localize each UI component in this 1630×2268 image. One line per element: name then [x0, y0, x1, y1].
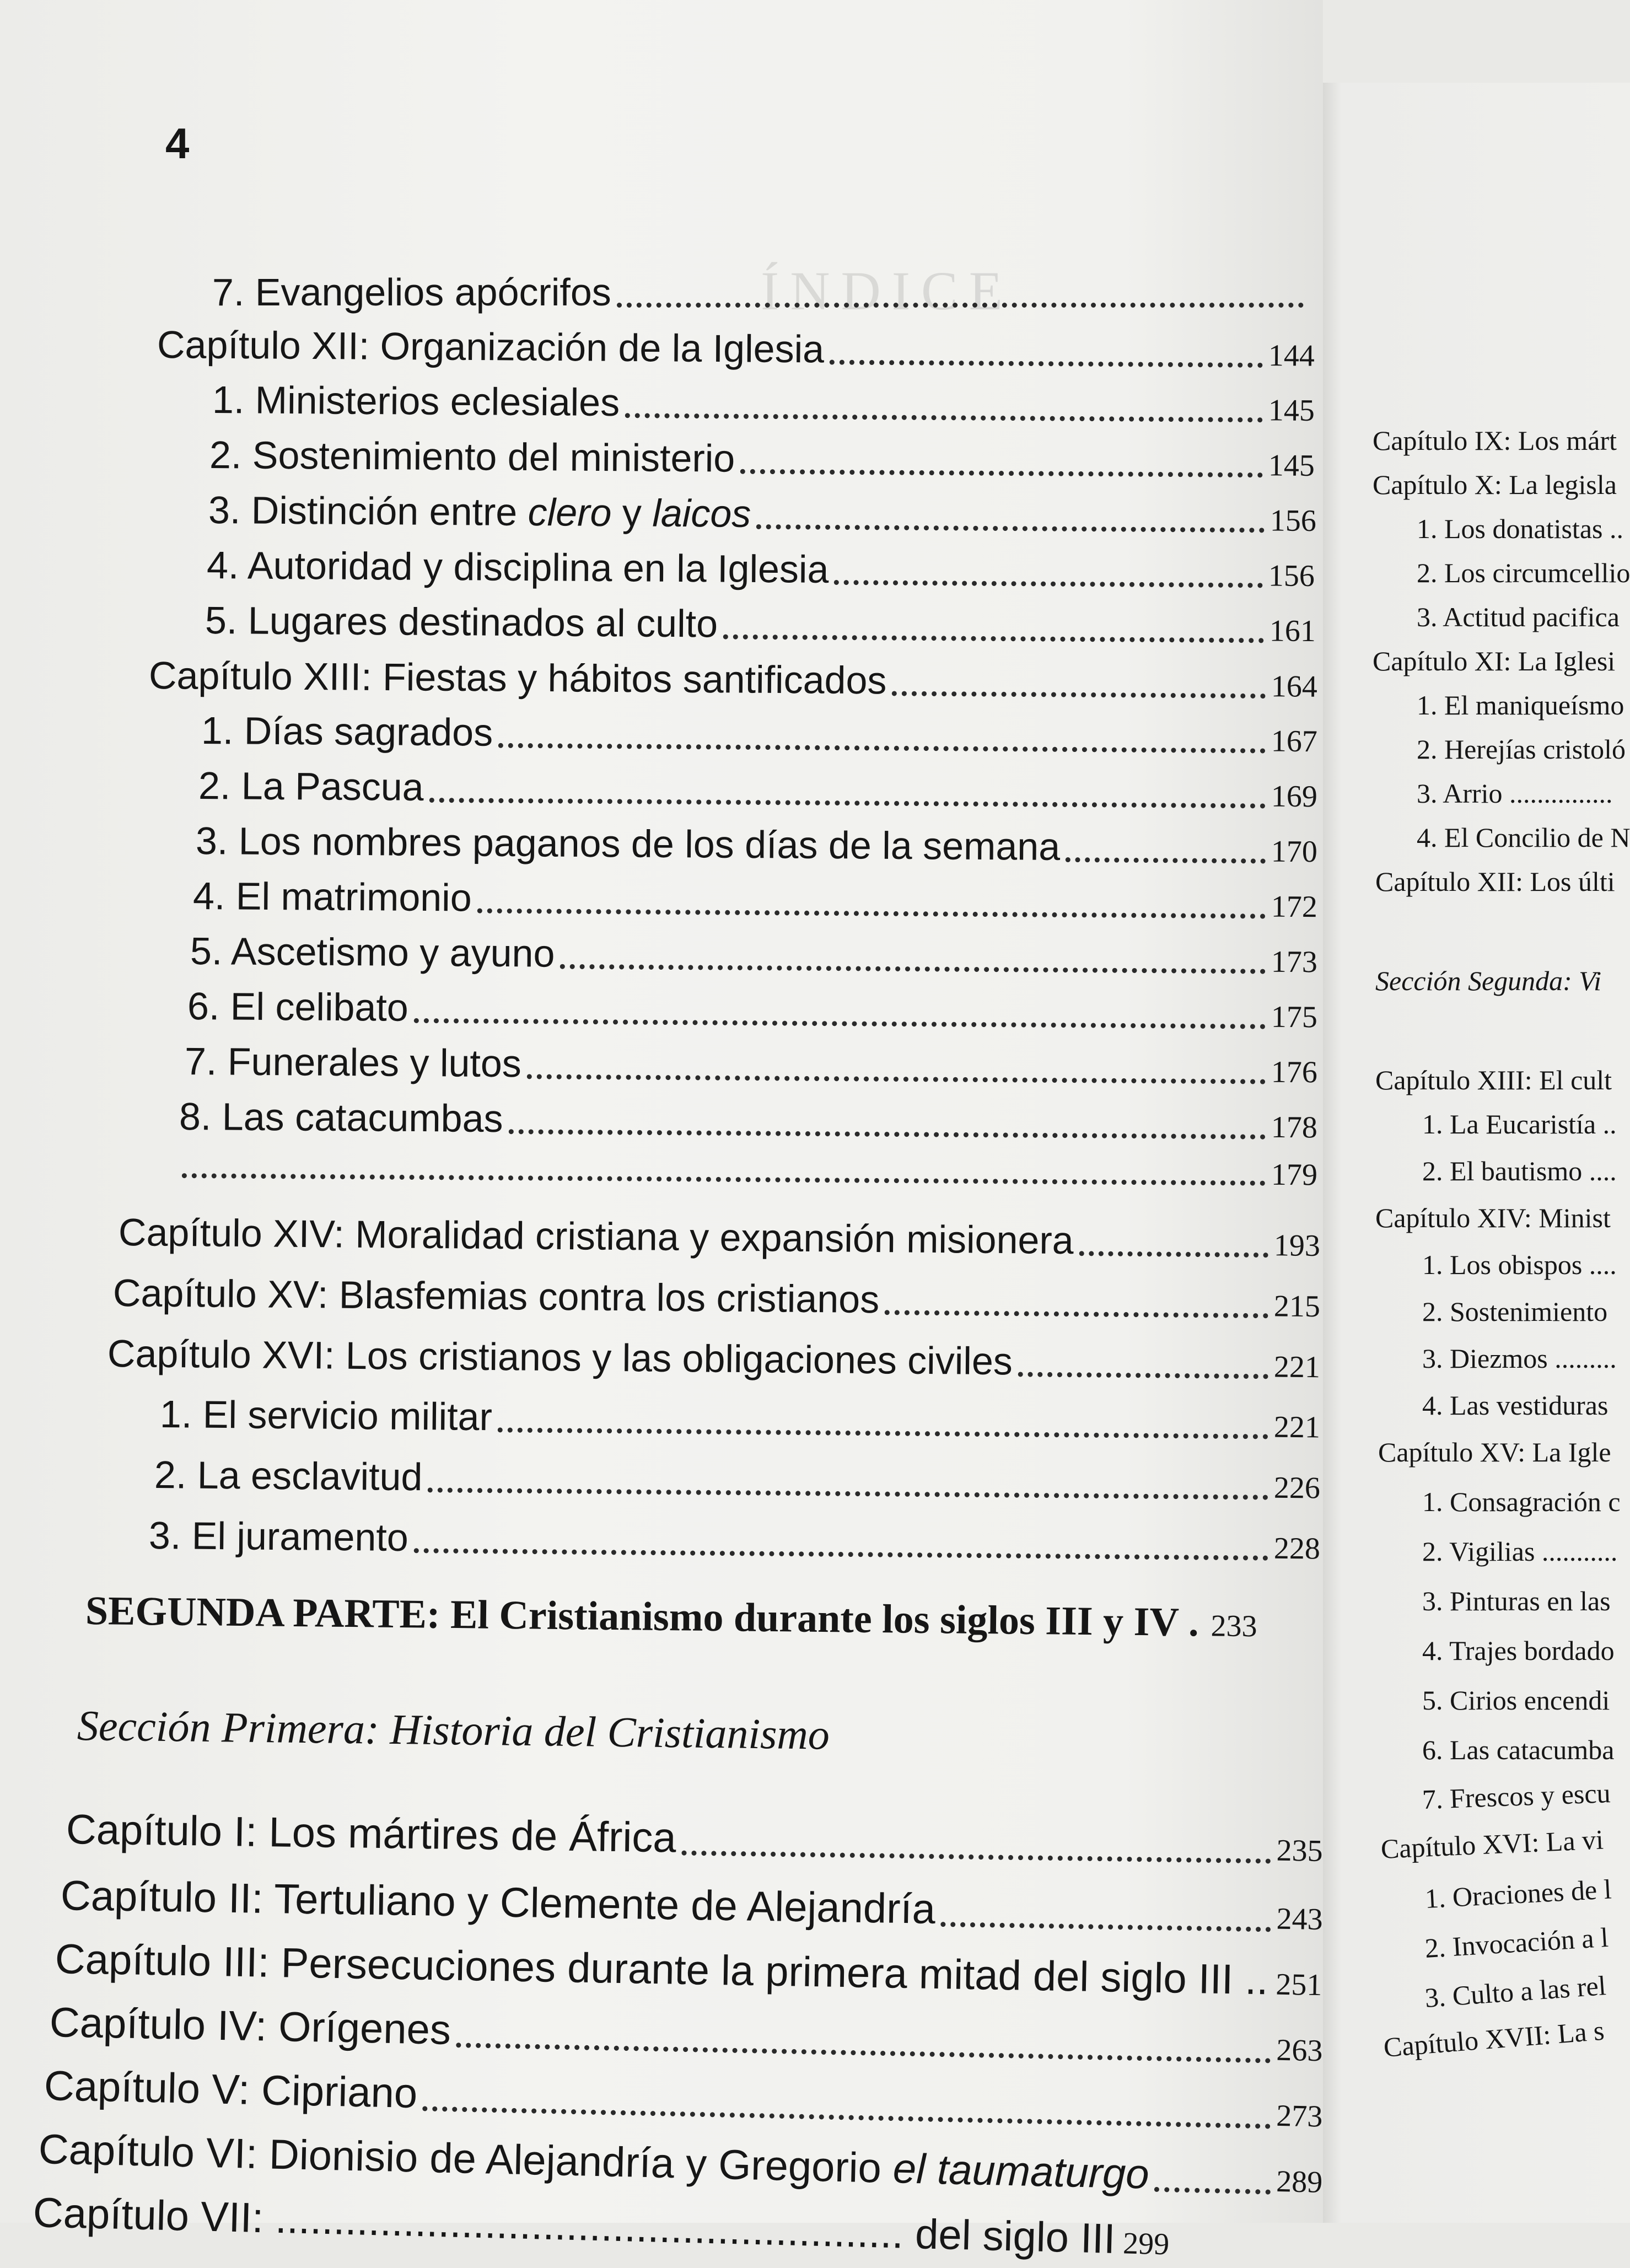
toc-line: 5. Cirios encendi	[1422, 1685, 1610, 1716]
toc-entry-page: 221	[1273, 1350, 1321, 1385]
toc-line: 2. Invocación a l	[1424, 1921, 1610, 1964]
toc-chapter	[119, 1210, 1321, 1265]
toc-chapter	[60, 1872, 1323, 1939]
leader-dots	[1018, 1372, 1268, 1379]
toc-entry-text: Capítulo VII: ...................................................... del siglo III	[32, 2189, 1116, 2262]
leader-dots	[423, 2106, 1271, 2129]
toc-chapter	[55, 1935, 1323, 2005]
toc-entry-page: 170	[1271, 834, 1318, 869]
toc-chapter	[33, 2189, 1323, 2268]
toc-chapter	[44, 2062, 1323, 2137]
toc-entry	[205, 598, 1316, 650]
leader-dots	[740, 469, 1263, 478]
toc-entry	[209, 433, 1315, 485]
toc-entry-text: Capítulo XII: Organización de la Iglesia	[157, 323, 825, 371]
toc-line: Capítulo XI: La Iglesi	[1373, 646, 1616, 676]
toc-entry-text: 3. El juramento	[148, 1514, 409, 1560]
page-number: 4	[165, 119, 190, 168]
leader-dots	[498, 743, 1266, 754]
toc-line: 4. El Concilio de N	[1417, 822, 1630, 853]
toc-entry	[196, 819, 1318, 870]
toc-entry	[149, 1513, 1321, 1568]
toc-entry-page: 172	[1271, 889, 1318, 925]
part-heading	[85, 1588, 1257, 1647]
toc-entry-page: 221	[1273, 1410, 1321, 1445]
leader-dots	[1066, 857, 1266, 864]
toc-line: 4. Las vestiduras	[1422, 1390, 1609, 1421]
toc-entry-text: Capítulo III: Persecuciones durante la primera mitad del siglo III ..	[55, 1936, 1269, 2004]
toc-line: 6. Las catacumba	[1422, 1734, 1615, 1765]
toc-text-part: y	[611, 491, 653, 535]
toc-entry-page: 299	[1122, 2226, 1170, 2262]
leader-dots	[560, 964, 1266, 974]
leader-dots	[885, 1310, 1268, 1318]
toc-entry-text: 1. El servicio militar	[159, 1393, 493, 1439]
toc-entry	[198, 764, 1318, 815]
part-heading-text: SEGUNDA PARTE: El Cristianismo durante los siglos III y IV .	[85, 1588, 1199, 1646]
toc-text-italic: clero	[528, 491, 612, 535]
toc-entry	[212, 378, 1315, 429]
leader-dots	[681, 1851, 1271, 1864]
toc-line: 3. Actitud pacifica	[1417, 601, 1620, 632]
toc-entry-page: 243	[1276, 1901, 1324, 1937]
toc-entry-page: 169	[1271, 779, 1318, 814]
toc-entry-text: 1. Días sagrados	[201, 709, 493, 754]
toc-line: 1. Los donatistas ..	[1417, 513, 1623, 544]
leader-dots	[414, 1018, 1266, 1029]
toc-entry-text: 2. Sostenimiento del ministerio	[209, 433, 735, 480]
toc-line: Capítulo XII: Los últi	[1375, 866, 1615, 897]
toc-entry-page: 251	[1275, 1967, 1322, 2003]
toc-entry-text: 5. Lugares destinados al culto	[205, 599, 718, 646]
toc-entry-text	[208, 488, 751, 536]
toc-line: 2. Herejías cristoló	[1417, 734, 1626, 765]
toc-entry-page: 228	[1273, 1531, 1321, 1566]
toc-entry	[160, 1392, 1321, 1446]
toc-entry	[176, 1149, 1317, 1192]
leader-dots	[830, 360, 1263, 368]
toc-entry-text: Capítulo XVI: Los cristianos y las obligaciones civiles	[107, 1332, 1013, 1383]
toc-chapter	[157, 323, 1315, 375]
toc-line: 1. La Eucaristía ..	[1422, 1109, 1617, 1140]
toc-line: Capítulo XIII: El cult	[1375, 1065, 1612, 1095]
leader-dots	[527, 1074, 1266, 1084]
toc-entry-page: 175	[1271, 999, 1318, 1035]
toc-entry	[207, 543, 1315, 595]
section-heading: Sección Segunda: Vi	[1375, 965, 1602, 996]
toc-entry-text: 8. Las catacumbas	[179, 1095, 503, 1141]
section-heading: Sección Primera: Historia del Cristianismo	[77, 1701, 830, 1759]
toc-entry-page: 161	[1269, 614, 1316, 649]
leader-dots	[834, 580, 1263, 588]
toc-entry-page: 273	[1276, 2098, 1323, 2134]
toc-entry-text: Capítulo XIV: Moralidad cristiana y expansión misionera	[118, 1211, 1074, 1262]
toc-entry-page: 263	[1276, 2033, 1324, 2068]
toc-chapter	[107, 1331, 1321, 1386]
toc-entry	[154, 1453, 1321, 1507]
toc-entry	[187, 984, 1318, 1036]
toc-chapter	[113, 1271, 1321, 1325]
toc-entry-text: 3. Los nombres paganos de los días de la semana	[195, 819, 1061, 868]
toc-entry-page: 145	[1268, 393, 1315, 428]
toc-line: 3. Arrio ...............	[1417, 778, 1613, 809]
leader-dots	[508, 1129, 1265, 1140]
toc-entry-text: 2. La Pascua	[198, 764, 424, 809]
toc-entry-text: 2. La esclavitud	[154, 1453, 423, 1499]
leader-dots	[429, 798, 1265, 809]
toc-text-italic: laicos	[652, 491, 751, 535]
leader-dots	[498, 1427, 1268, 1439]
toc-entry-page: 173	[1271, 944, 1318, 980]
toc-entry	[212, 270, 1309, 314]
toc-text-part: 3. Distinción entre	[208, 488, 528, 534]
toc-entry-page: 179	[1271, 1157, 1318, 1192]
toc-entry-text: Capítulo II: Tertuliano y Clemente de Alejandría	[60, 1872, 936, 1933]
toc-chapter	[38, 2125, 1323, 2202]
toc-entry	[208, 488, 1317, 540]
toc-entry-page: 164	[1271, 669, 1318, 704]
toc-line: Capítulo XVI: La vi	[1380, 1824, 1604, 1864]
toc-entry-page: 215	[1273, 1289, 1321, 1324]
toc-line: 3. Pinturas en las	[1422, 1586, 1611, 1616]
toc-entry-text: 4. El matrimonio	[192, 874, 472, 920]
toc-text-part: Capítulo VI: Dionisio de Alejandría y Gregorio	[38, 2126, 894, 2192]
toc-entry-text: Capítulo I: Los mártires de África	[66, 1806, 677, 1862]
toc-line: Capítulo XV: La Igle	[1378, 1437, 1611, 1468]
toc-line: 2. El bautismo ....	[1422, 1156, 1617, 1186]
toc-line: 2. Vigilias ...........	[1422, 1536, 1618, 1567]
toc-entry-page: 178	[1271, 1110, 1318, 1145]
toc-entry	[185, 1039, 1318, 1091]
leader-dots	[477, 909, 1266, 919]
toc-entry-page: 167	[1271, 724, 1318, 759]
toc-entry-page: 289	[1276, 2164, 1323, 2200]
toc-entry-text	[38, 2125, 1150, 2199]
toc-line: Capítulo XIV: Minist	[1375, 1202, 1611, 1233]
toc-entry-text: 6. El celibato	[187, 985, 409, 1029]
leader-dots	[617, 303, 1304, 308]
toc-line: 1. Oraciones de l	[1424, 1873, 1612, 1914]
toc-entry-text: Capítulo IV: Orígenes	[49, 1999, 451, 2054]
toc-entry-page: 156	[1269, 503, 1317, 539]
leader-dots	[892, 691, 1266, 698]
toc-line: Capítulo X: La legisla	[1373, 469, 1617, 500]
leader-dots	[756, 524, 1265, 533]
toc-line: 1. El maniqueísmo	[1417, 690, 1624, 721]
toc-line: 4. Trajes bordado	[1422, 1635, 1615, 1666]
toc-entry-page: 144	[1268, 338, 1315, 373]
leader-dots	[428, 1487, 1268, 1500]
toc-line: 3. Culto a las rel	[1424, 1970, 1607, 2013]
leader-dots	[1079, 1251, 1268, 1257]
toc-entry-page: 193	[1273, 1228, 1321, 1264]
toc-entry-page: 235	[1276, 1833, 1324, 1868]
toc-chapter	[66, 1805, 1323, 1871]
leader-dots	[456, 2043, 1271, 2063]
leader-dots	[414, 1548, 1268, 1561]
part-heading-page: 233	[1211, 1609, 1257, 1644]
toc-entry-text: Capítulo XV: Blasfemias contra los cristianos	[112, 1271, 880, 1321]
bleed-through-text: ÍNDICE	[761, 260, 1014, 321]
toc-entry	[190, 929, 1318, 981]
toc-entry-text: 5. Ascetismo y ayuno	[190, 929, 555, 975]
toc-entry-text: 7. Evangelios apócrifos	[212, 271, 611, 314]
toc-entry	[179, 1094, 1318, 1146]
toc-chapter	[149, 653, 1318, 706]
toc-line: 3. Diezmos .........	[1422, 1343, 1617, 1374]
toc-entry-text: Capítulo XIII: Fiestas y hábitos santificados	[148, 654, 887, 702]
right-page	[1323, 83, 1630, 2223]
leader-dots	[182, 1173, 1266, 1186]
toc-entry-text: Capítulo V: Cipriano	[44, 2062, 418, 2117]
toc-entry-page: 156	[1268, 558, 1315, 594]
toc-line: 7. Frescos y escu	[1422, 1777, 1611, 1815]
toc-entry-text: 7. Funerales y lutos	[184, 1040, 522, 1085]
toc-entry	[193, 874, 1318, 926]
leader-dots	[625, 413, 1263, 422]
toc-entry	[201, 708, 1318, 760]
toc-line: 1. Consagración c	[1422, 1486, 1621, 1517]
toc-line: 1. Los obispos ....	[1422, 1249, 1617, 1280]
toc-entry-page: 226	[1273, 1470, 1321, 1506]
toc-entry-page: 145	[1268, 448, 1315, 483]
toc-entry-page: 176	[1271, 1055, 1318, 1090]
toc-line: 2. Los circumcellio	[1417, 557, 1630, 588]
toc-entry-text: 1. Ministerios eclesiales	[212, 378, 620, 424]
toc-line: Capítulo XVII: La s	[1382, 2014, 1606, 2063]
leader-dots	[940, 1922, 1271, 1932]
toc-line: 2. Sostenimiento	[1422, 1296, 1608, 1327]
leader-dots	[1154, 2187, 1271, 2195]
toc-chapter	[49, 1998, 1323, 2071]
leader-dots	[723, 635, 1264, 643]
toc-text-italic: el taumaturgo	[892, 2145, 1150, 2198]
toc-line: Capítulo IX: Los márt	[1373, 425, 1617, 456]
toc-entry-text: 4. Autoridad y disciplina en la Iglesia	[206, 544, 829, 591]
